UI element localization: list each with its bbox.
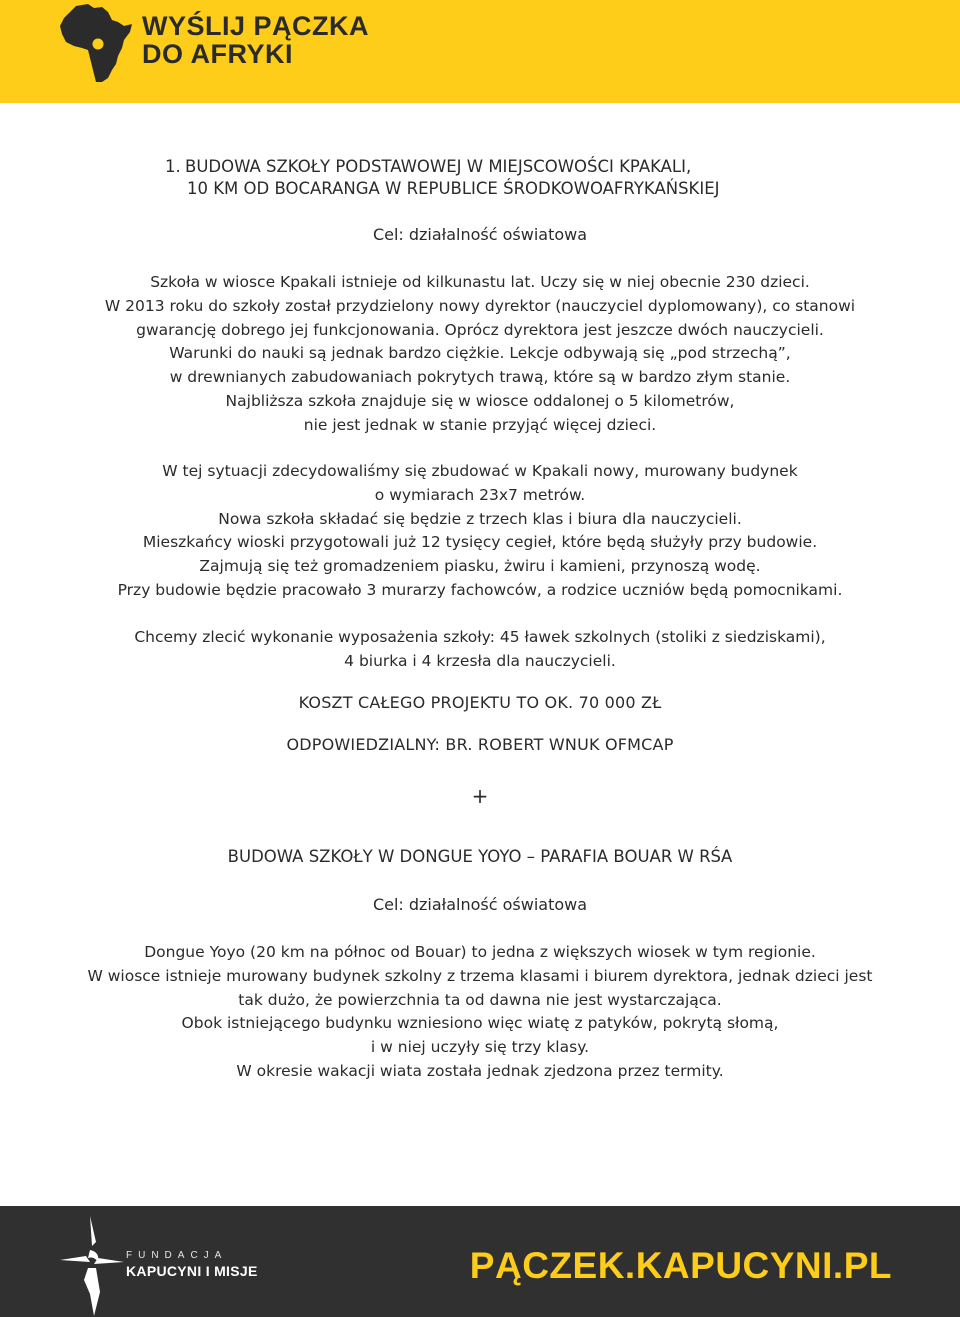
paragraph-line: W 2013 roku do szkoły został przydzielony nowy dyrektor (nauczyciel dyplomowany), co stanowi — [104, 296, 856, 315]
africa-map-icon — [58, 4, 134, 84]
paragraph-line: Chcemy zlecić wykonanie wyposażenia szkoły: 45 ławek szkolnych (stoliki z siedziskami), — [134, 628, 826, 646]
project1-number: 1. — [165, 157, 181, 176]
project1-cost: KOSZT CAŁEGO PROJEKTU TO OK. 70 000 ZŁ — [298, 693, 662, 712]
brand-line-1: WYŚLIJ PĄCZKA — [142, 11, 370, 41]
paragraph-line: W wiosce istnieje murowany budynek szkolny z trzema klasami i biurem dyrektora, jednak dzieci jest — [87, 966, 873, 985]
paragraph-line: o wymiarach 23x7 metrów. — [374, 485, 586, 504]
project1-paragraph2 — [0, 460, 960, 603]
paragraph-line: Przy budowie będzie pracowało 3 murarzy fachowców, a rodzice uczniów będą pomocnikami. — [117, 580, 843, 599]
paragraph-line: Warunki do nauki są jednak bardzo ciężkie. Lekcje odbywają się „pod strzechą”, — [169, 344, 791, 363]
project1-title-line1: BUDOWA SZKOŁY PODSTAWOWEJ W MIEJSCOWOŚCI KPAKALI, — [185, 157, 692, 176]
paragraph-line: Szkoła w wiosce Kpakali istnieje od kilkunastu lat. Uczy się w niej obecnie 230 dzieci. — [150, 273, 810, 291]
brand-title — [142, 12, 369, 68]
project2-title: BUDOWA SZKOŁY W DONGUE YOYO – PARAFIA BOUAR W RŚA — [227, 847, 733, 866]
project2-goal: Cel: działalność oświatowa — [372, 895, 588, 914]
section-separator: + — [471, 784, 489, 808]
paragraph-line: Zajmują się też gromadzeniem piasku, żwiru i kamieni, przynoszą wodę. — [199, 557, 761, 576]
foundation-small-label: FUNDACJA — [126, 1250, 228, 1261]
project2-paragraph1 — [0, 941, 960, 1084]
paragraph-line: W okresie wakacji wiata została jednak zjedzona przez termity. — [236, 1061, 724, 1080]
paragraph-line: Obok istniejącego budynku wzniesiono więc wiatę z patyków, pokrytą słomą, — [181, 1014, 779, 1033]
paragraph-line: i w niej uczyły się trzy klasy. — [370, 1038, 590, 1057]
footer-banner — [0, 1206, 960, 1317]
header-banner — [0, 0, 960, 103]
website-url[interactable]: PĄCZEK.KAPUCYNI.PL — [469, 1245, 892, 1286]
paragraph-line: 4 biurka i 4 krzesła dla nauczycieli. — [344, 651, 616, 670]
brand-line-2: DO AFRYKI — [142, 39, 293, 69]
project1-title — [165, 156, 720, 200]
project1-paragraph3 — [0, 626, 960, 674]
project1-responsible: ODPOWIEDZIALNY: BR. ROBERT WNUK OFMCAP — [286, 735, 674, 754]
foundation-name — [126, 1250, 258, 1279]
project1-title-line2: 10 KM OD BOCARANGA W REPUBLICE ŚRODKOWOAFRYKAŃSKIEJ — [187, 179, 720, 198]
project1-paragraph1 — [0, 271, 960, 438]
foundation-title: KAPUCYNI I MISJE — [126, 1263, 258, 1279]
paragraph-line: nie jest jednak w stanie przyjąć więcej dzieci. — [303, 415, 657, 434]
paragraph-line: Nowa szkoła składać się będzie z trzech klas i biura dla nauczycieli. — [218, 509, 742, 528]
paragraph-line: gwarancję dobrego jej funkcjonowania. Oprócz dyrektora jest jeszcze dwóch nauczycieli. — [136, 320, 824, 339]
paragraph-line: Mieszkańcy wioski przygotowali już 12 tysięcy cegieł, które będą służyły przy budowie. — [142, 533, 818, 552]
paragraph-line: Dongue Yoyo (20 km na północ od Bouar) to jedna z większych wiosek w tym regionie. — [144, 943, 816, 961]
paragraph-line: w drewnianych zabudowaniach pokrytych trawą, które są w bardzo złym stanie. — [169, 368, 791, 387]
project1-goal: Cel: działalność oświatowa — [372, 225, 588, 244]
paragraph-line: W tej sytuacji zdecydowaliśmy się zbudować w Kpakali nowy, murowany budynek — [162, 462, 798, 480]
paragraph-line: tak dużo, że powierzchnia ta od dawna nie jest wystarczająca. — [238, 990, 722, 1009]
paragraph-line: Najbliższa szkoła znajduje się w wiosce oddalonej o 5 kilometrów, — [225, 391, 735, 410]
foundation-cross-icon — [60, 1216, 124, 1316]
